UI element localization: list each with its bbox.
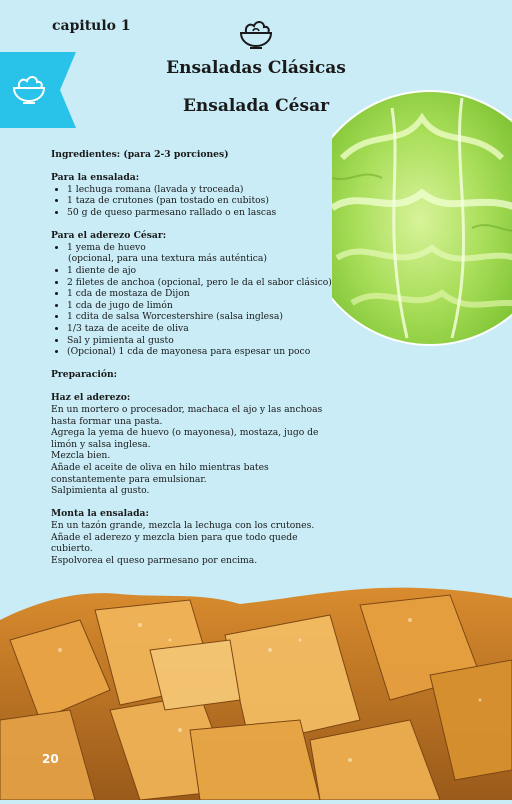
list-item: • 1/3 taza de aceite de oliva (67, 323, 341, 335)
croutons-photo (0, 580, 512, 800)
dressing-steps-heading: Haz el aderezo: (51, 392, 131, 404)
dressing-heading: Para el aderezo César: (51, 230, 167, 242)
list-item: • 1 cdita de salsa Worcestershire (salsa inglesa) (67, 311, 341, 323)
list-item: • (Opcional) 1 cda de mayonesa para espesar un poco (67, 346, 341, 358)
preparation-heading: Preparación: (51, 369, 118, 381)
assembly-heading: Monta la ensalada: (51, 508, 149, 520)
list-item: • 1 yema de huevo (67, 242, 341, 254)
dressing-ingredients-list (51, 242, 341, 254)
page-number: 20 (42, 752, 59, 766)
dressing-ingredients-list-continued (51, 265, 341, 358)
list-item: • 1 diente de ajo (67, 265, 341, 277)
list-item: • 50 g de queso parmesano rallado o en lascas (67, 207, 341, 219)
step-text: Espolvorea el queso parmesano por encima. (51, 554, 258, 566)
list-item: • 1 cda de mostaza de Dijon (67, 288, 341, 300)
step-text: Mezcla bien. (51, 450, 111, 462)
list-item: • 1 lechuga romana (lavada y troceada) (67, 184, 341, 196)
step-text: En un mortero o procesador, machaca el ajo y las anchoas hasta formar una pasta. (51, 404, 323, 427)
recipe-content (51, 149, 341, 566)
list-item: • 1 cda de jugo de limón (67, 300, 341, 312)
ingredient-note: (opcional, para una textura más auténtica) (68, 253, 267, 265)
step-text: Agrega la yema de huevo (o mayonesa), mostaza, jugo de limón y salsa inglesa. (51, 427, 319, 450)
list-item: • 2 filetes de anchoa (opcional, pero le da el sabor clásico) (67, 277, 341, 289)
lettuce-photo (332, 88, 512, 350)
section-title: Ensaladas Clásicas (166, 58, 346, 78)
step-text: En un tazón grande, mezcla la lechuga con los crutones. (51, 520, 315, 531)
step-text: Salpimienta al gusto. (51, 485, 150, 497)
salad-ingredients-list (51, 184, 341, 219)
salad-heading: Para la ensalada: (51, 172, 140, 184)
step-text: Añade el aderezo y mezcla bien para que todo quede cubierto. (51, 531, 298, 555)
list-item: • Sal y pimienta al gusto (67, 335, 341, 347)
recipe-title: Ensalada César (182, 96, 330, 116)
list-item: • 1 taza de crutones (pan tostado en cubitos) (67, 195, 341, 207)
ingredients-heading: Ingredientes: (para 2-3 porciones) (51, 149, 229, 160)
chapter-label: capitulo 1 (52, 18, 131, 34)
step-text: Añade el aceite de oliva en hilo mientras bates constantemente para emulsionar. (51, 462, 269, 485)
salad-bowl-icon (236, 16, 276, 50)
